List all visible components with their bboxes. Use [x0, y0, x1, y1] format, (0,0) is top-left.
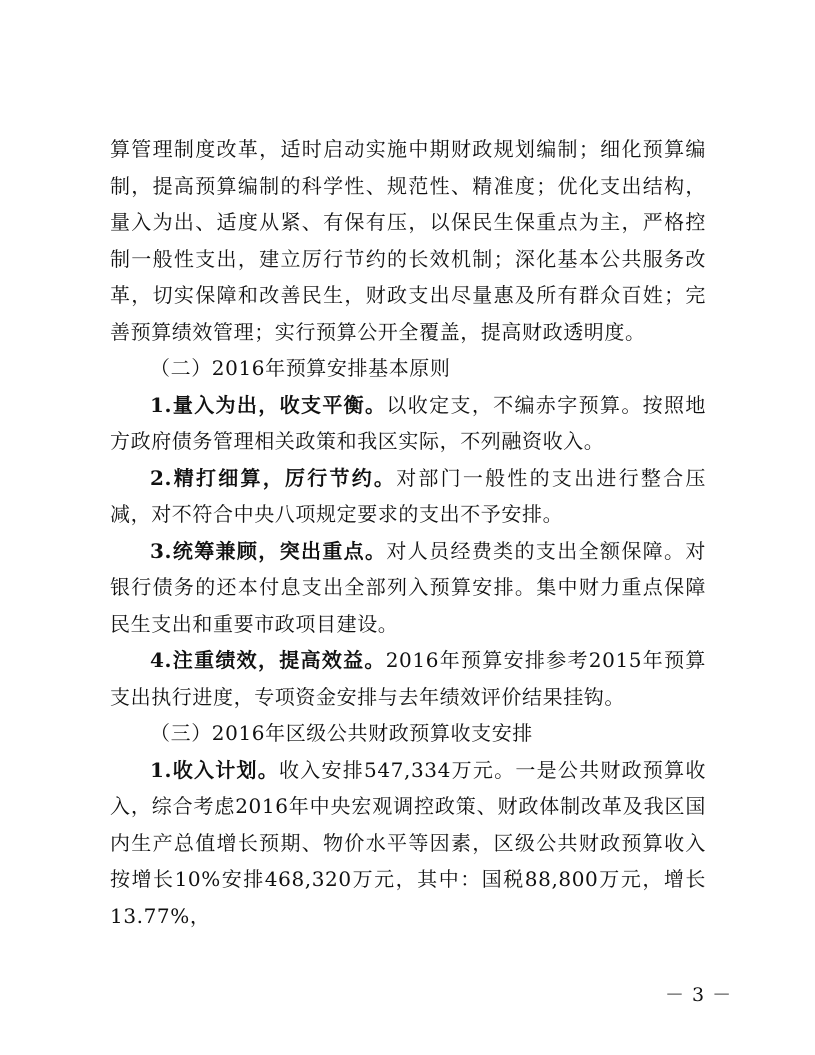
principle-4	[110, 642, 706, 715]
principle-2	[110, 460, 706, 533]
principle-lead: 1.量入为出，收支平衡。	[150, 392, 387, 417]
section-heading-3	[110, 715, 706, 752]
principle-text: 对人员经费类的支出全额保障。对银行债务的还本付息支出全部列入预算安排。集中财力重点保障民生支出和重要市政项目建设。	[110, 538, 706, 636]
principle-text: 对部门一般性的支出进行整合压减，对不符合中央八项规定要求的支出不予安排。	[110, 465, 706, 526]
income-plan-text: 收入安排547,334万元。一是公共财政预算收入，综合考虑2016年中央宏观调控政策、财政体制改革及我区国内生产总值增长预期、物价水平等因素，区级公共财政预算收入按增长10%安排468,320万元，其中：国税88,800万元，增长13.77%，	[110, 757, 706, 928]
section-heading-2	[110, 350, 706, 387]
document-body	[110, 131, 706, 934]
principle-text: 2016年预算安排参考2015年预算支出执行进度，专项资金安排与去年绩效评价结果挂钩。	[110, 648, 706, 709]
principle-lead: 4.注重绩效，提高效益。	[150, 648, 386, 672]
principle-3	[110, 533, 706, 643]
page-number: － 3 －	[665, 984, 733, 1006]
heading-text: （三）2016年区级公共财政预算收支安排	[150, 721, 533, 745]
paragraph-budget-reform	[110, 131, 706, 350]
principle-lead: 2.精打细算，厉行节约。	[150, 465, 397, 490]
paragraph-text: 算管理制度改革，适时启动实施中期财政规划编制；细化预算编制，提高预算编制的科学性、规范性、精准度；优化支出结构，量入为出、适度从紧、有保有压，以保民生保重点为主，严格控制一般性支出，建立厉行节约的长效机制；深化基本公共服务改革，切实保障和改善民生，财政支出尽量惠及所有群众百姓；完善预算绩效管理；实行预算公开全覆盖，提高财政透明度。	[110, 137, 706, 344]
heading-text: （二）2016年预算安排基本原则	[150, 356, 451, 380]
principle-text: 以收定支，不编赤字预算。按照地方政府债务管理相关政策和我区实际，不列融资收入。	[110, 392, 706, 453]
income-plan	[110, 752, 706, 935]
income-plan-lead: 1.收入计划。	[150, 757, 280, 782]
principle-1	[110, 387, 706, 460]
principle-lead: 3.统筹兼顾，突出重点。	[150, 538, 387, 563]
